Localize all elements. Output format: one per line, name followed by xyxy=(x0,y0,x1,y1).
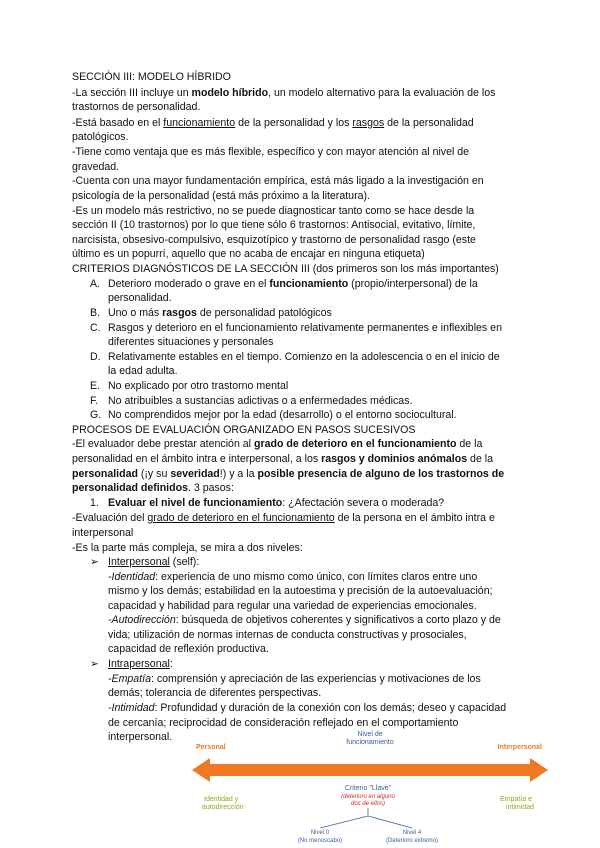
level-0-note: (No menoscabo) xyxy=(297,838,343,844)
diagram-top-label: funcionamiento xyxy=(346,739,394,746)
criterion-f: No atribuibles a sustancias adictivas o a enfermedades médicas. xyxy=(108,395,413,407)
interpersonal-heading: Interpersonal (self): xyxy=(108,556,200,568)
key-criterion-note: (deterioro en alguno xyxy=(341,794,395,800)
list-marker: C. xyxy=(90,322,101,334)
branch-lines xyxy=(320,808,412,828)
identidad-line: -Identidad: experiencia de uno mismo como único, con límites claros entre uno xyxy=(108,571,478,583)
intro-line: sección II (10 trastornos) por lo que tiene sólo 6 trastornos: Antisocial, evitativo, límite, xyxy=(72,219,476,231)
intimidad-line: de cercanía; reciprocidad de consideración reflejado en el comportamiento xyxy=(108,717,459,729)
intro-line: psicología de la personalidad (está más próximo a la literatura). xyxy=(72,190,370,202)
intimidad-line: -Intimidad: Profundidad y duración de la conexión con los demás; deseo y capacidad xyxy=(108,702,507,714)
list-marker: A. xyxy=(90,278,101,290)
diagram-right-sub: intimidad xyxy=(505,804,534,811)
intro-line: narcisista, obsesivo-compulsivo, esquizotípico y trastorno de personalidad rasgo (este xyxy=(72,234,476,246)
criterion-d: Relativamente estables en el tiempo. Comienzo en la adolescencia o en el inicio de xyxy=(108,351,500,363)
autodireccion-line: capacidad de reflexión productiva. xyxy=(108,643,269,655)
section-title: SECCIÓN III: MODELO HÍBRIDO xyxy=(72,71,231,83)
process-line: interpersonal xyxy=(72,527,134,539)
intro-line: -Cuenta con una mayor fundamentación empírica, está más ligado a la investigación en xyxy=(72,175,484,187)
diagram-right-label: Interpersonal xyxy=(497,744,542,751)
process-line: -Evaluación del grado de deterioro en el funcionamiento de la persona en el ámbito intra e xyxy=(72,512,495,524)
level-4-label: Nivel 4 xyxy=(402,830,422,836)
arrow-bullet-icon: ➢ xyxy=(90,556,99,568)
key-criterion-note: dos de ellos) xyxy=(350,801,386,807)
list-marker: D. xyxy=(90,351,101,363)
intro-line: -Está basado en el funcionamiento de la personalidad y los rasgos de la personalidad xyxy=(72,117,474,129)
process-title: PROCESOS DE EVALUACIÓN ORGANIZADO EN PASOS SUCESIVOS xyxy=(72,424,416,436)
arrow-bullet-icon: ➢ xyxy=(90,658,99,670)
intro-line: -Es un modelo más restrictivo, no se puede diagnosticar tanto como se hace desde la xyxy=(72,205,475,217)
criterion-a-cont: personalidad. xyxy=(108,292,172,304)
list-marker: E. xyxy=(90,380,101,392)
intro-line: -Tiene como ventaja que es más flexible, específico y con mayor atención al nivel de xyxy=(72,146,470,158)
process-line: personalidad (¡y su severidad!) y a la posible presencia de alguno de los trastornos de xyxy=(72,468,505,480)
intrapersonal-heading: Intrapersonal: xyxy=(108,658,173,670)
empatia-line: -Empatía: comprensión y apreciación de las experiencias y motivaciones de los xyxy=(108,673,481,685)
level-4-note: (Deterioro extremo) xyxy=(385,838,439,844)
intro-line: último es un popurrí, aquello que no acaba de encajar en ninguna etiqueta) xyxy=(72,248,425,260)
diagram-left-label: Personal xyxy=(196,744,226,751)
criterion-c-cont: diferentes situaciones y personales xyxy=(108,336,274,348)
criterion-b: Uno o más rasgos de personalidad patológicos xyxy=(108,307,332,319)
intro-line: -La sección III incluye un modelo híbrido, un modelo alternativo para la evaluación de los xyxy=(72,87,496,99)
criterion-e: No explicado por otro trastorno mental xyxy=(108,380,289,392)
list-marker: 1. xyxy=(90,497,99,509)
level-0-label: Nivel 0 xyxy=(310,830,330,836)
identidad-line: mismo y los demás; estabilidad en la autoestima y precisión de la autoevaluación; xyxy=(108,585,493,597)
process-line: personalidad definidos. 3 pasos: xyxy=(72,482,234,494)
criteria-title: CRITERIOS DIAGNÓSTICOS DE LA SECCIÓN III (dos primeros son los más importantes) xyxy=(72,263,499,275)
key-criterion-label: Criterio "Llave" xyxy=(344,785,392,792)
process-line: -El evaluador debe prestar atención al grado de deterioro en el funcionamiento de la xyxy=(72,438,483,450)
double-arrow-icon xyxy=(192,758,548,782)
process-line: -Es la parte más compleja, se mira a dos niveles: xyxy=(72,542,303,554)
intro-line: patológicos. xyxy=(72,131,129,143)
list-marker: B. xyxy=(90,307,101,319)
autodireccion-line: vida; utilización de normas internas de conducta constructivas y prosociales, xyxy=(108,629,467,641)
list-marker: G. xyxy=(90,409,102,421)
step-1: Evaluar el nivel de funcionamiento: ¿Afectación severa o moderada? xyxy=(108,497,445,509)
diagram-right-sub: Empatía e xyxy=(500,796,532,803)
criterion-c: Rasgos y deterioro en el funcionamiento relativamente permanentes e inflexibles en xyxy=(108,322,502,334)
criterion-a: Deterioro moderado o grave en el funcionamiento (propio/interpersonal) de la xyxy=(108,278,478,290)
diagram-top-label: Nivel de xyxy=(357,731,383,738)
diagram-left-sub: autodirección xyxy=(202,804,244,811)
criterion-d-cont: la edad adulta. xyxy=(108,365,178,377)
functioning-diagram xyxy=(190,728,550,848)
identidad-line: capacidad y habilidad para regular una variedad de experiencias emocionales. xyxy=(108,600,477,612)
criterion-g: No comprendidos mejor por la edad (desarrollo) o el entorno sociocultural. xyxy=(108,409,457,421)
diagram-left-sub: Identidad y xyxy=(204,796,239,803)
list-marker: F. xyxy=(90,395,99,407)
process-line: personalidad en el ámbito intra e interpersonal, a los rasgos y dominios anómalos de la xyxy=(72,453,494,465)
empatia-line: demás; tolerancia de diferentes perspectivas. xyxy=(108,687,322,699)
intro-line: trastornos de personalidad. xyxy=(72,101,201,113)
autodireccion-line: -Autodirección: búsqueda de objetivos coherentes y significativos a corto plazo y de xyxy=(108,614,501,626)
intro-line: gravedad. xyxy=(72,161,120,173)
intimidad-line: interpersonal. xyxy=(108,731,173,743)
